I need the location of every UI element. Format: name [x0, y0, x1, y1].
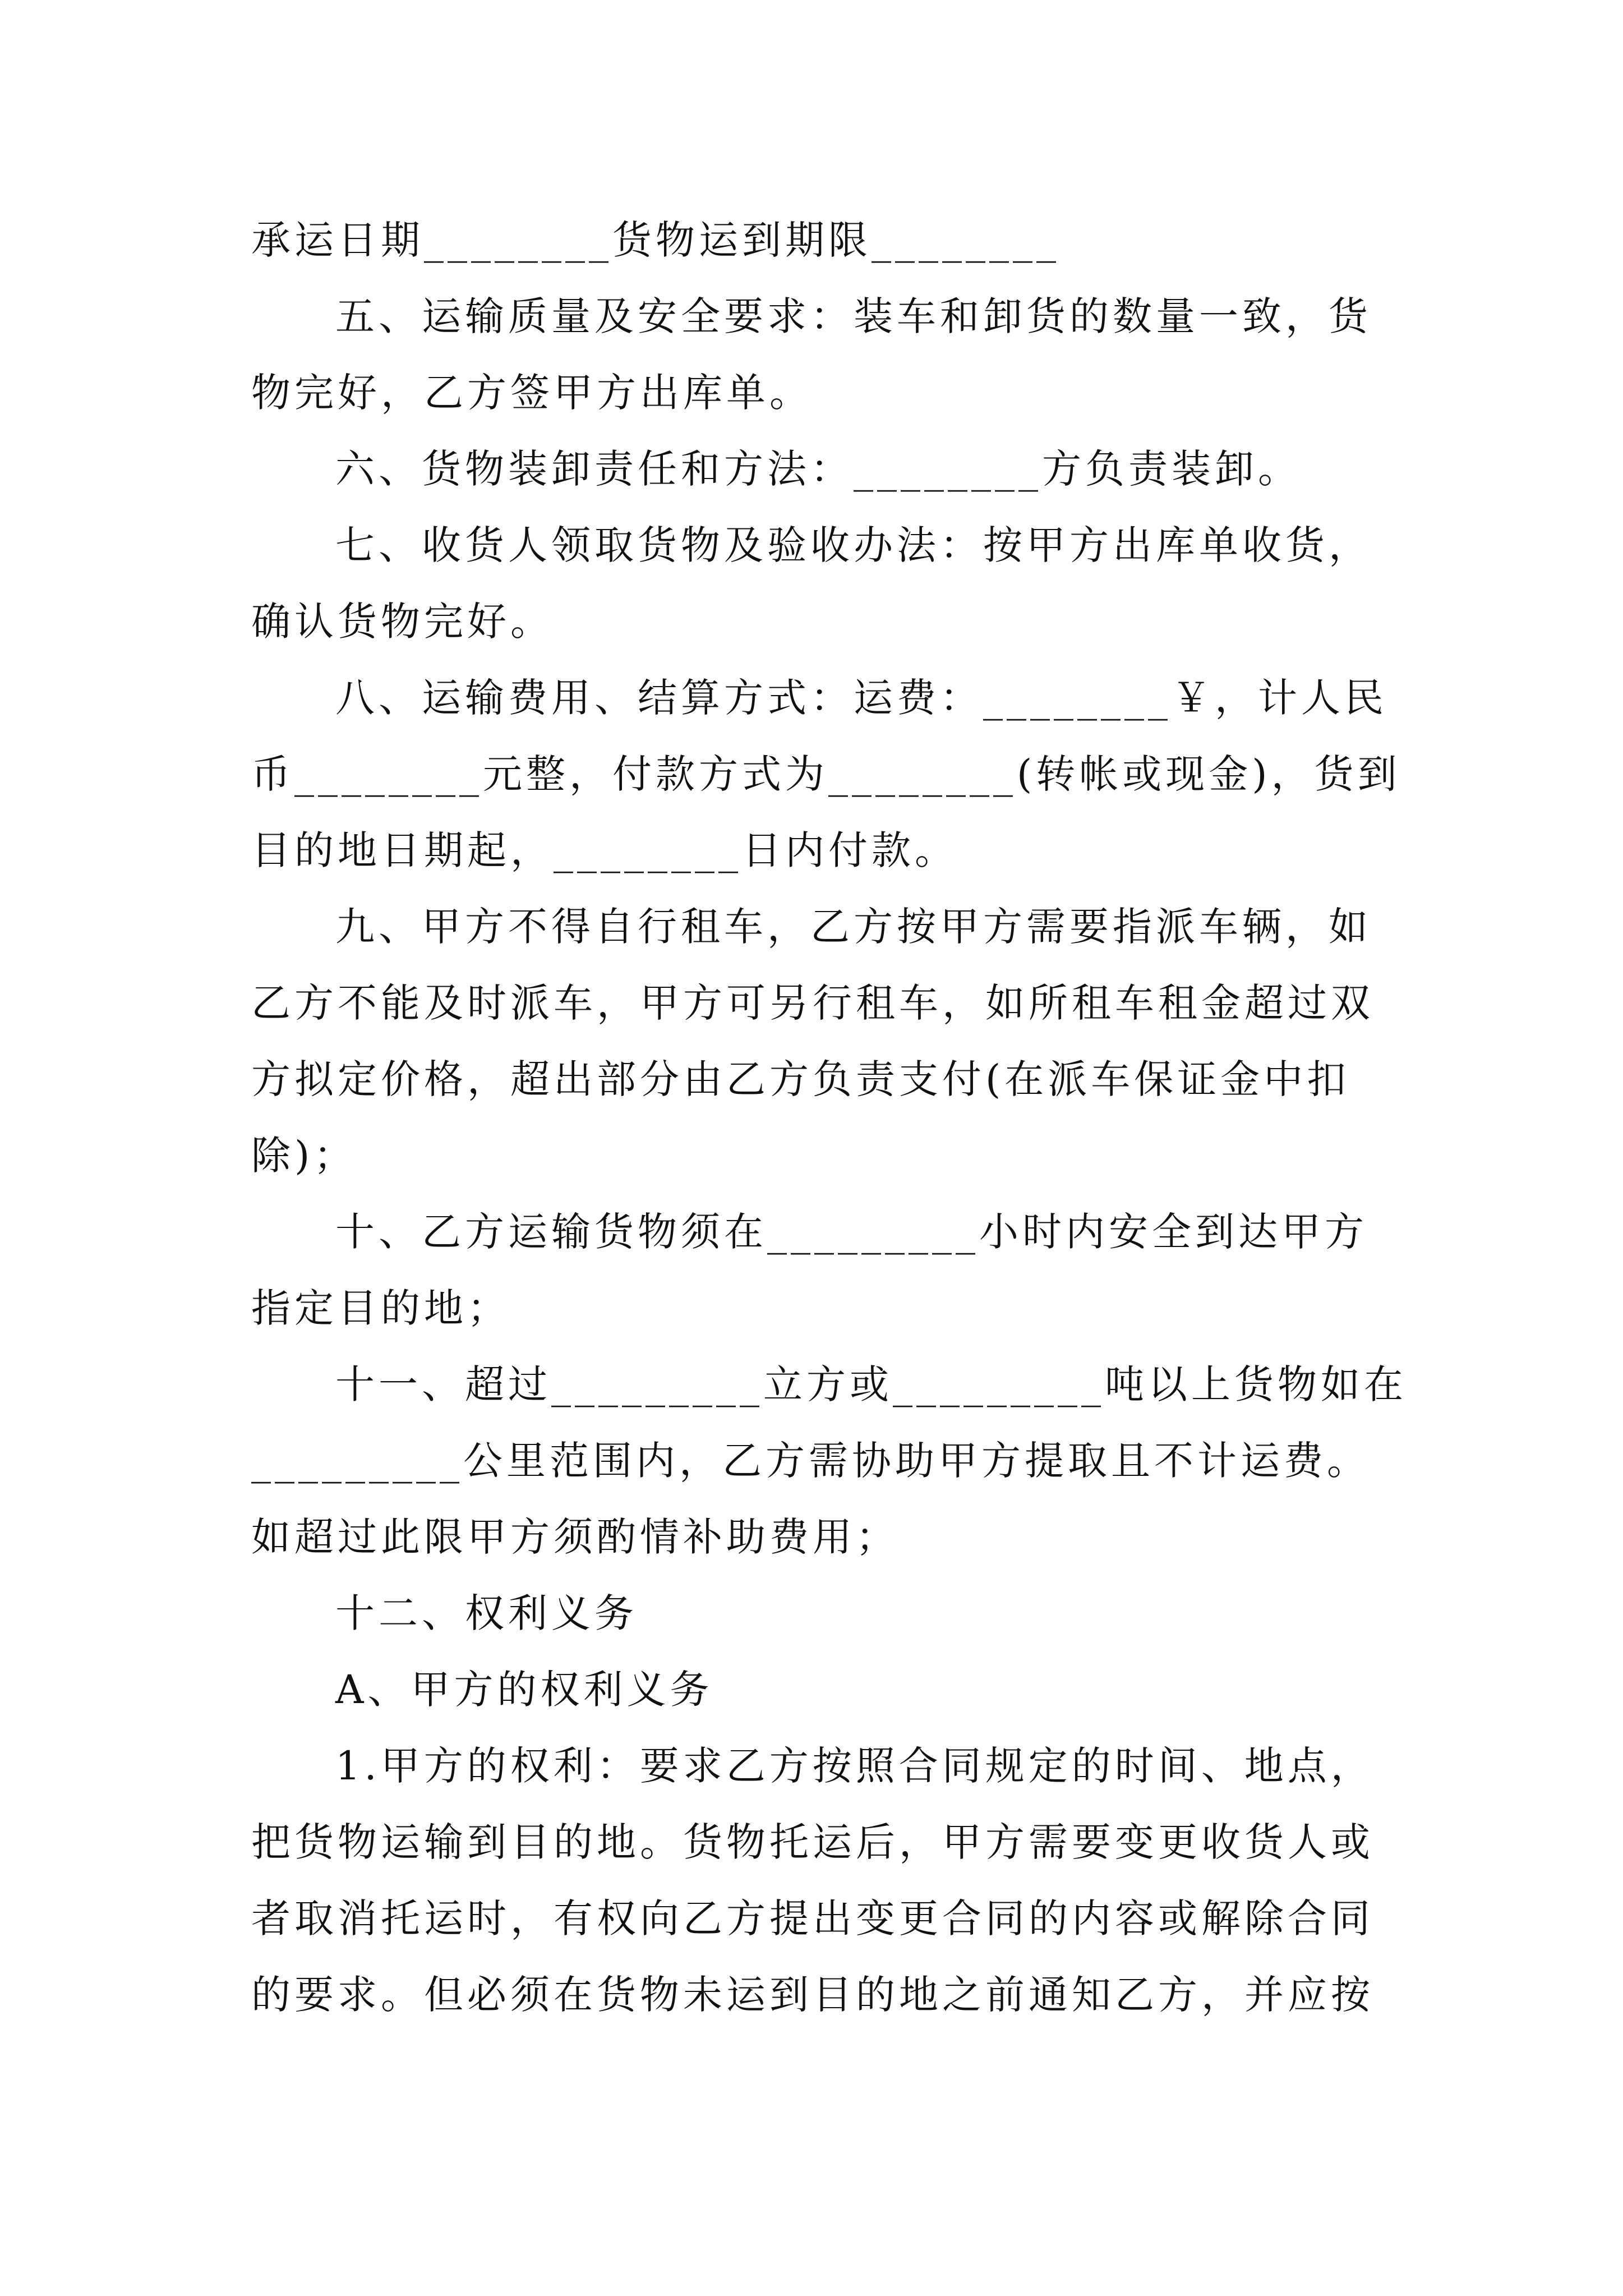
line-13: 除)； — [251, 1133, 357, 1179]
line-16: 十一、超过_________立方或_________吨以上货物如在 — [335, 1361, 1407, 1407]
line-3: 物完好，乙方签甲方出库单。 — [251, 370, 813, 416]
line-17: _________公里范围内，乙方需协助甲方提取且不计运费。 — [251, 1438, 1370, 1484]
line-12: 方拟定价格，超出部分由乙方负责支付(在派车保证金中扣 — [251, 1056, 1350, 1102]
line-20: A、甲方的权利义务 — [335, 1667, 713, 1713]
line-2: 五、运输质量及安全要求：装车和卸货的数量一致，货 — [335, 293, 1372, 339]
line-7: 八、运输费用、结算方式：运费：________￥，计人民 — [335, 675, 1387, 721]
line-6: 确认货物完好。 — [251, 599, 554, 645]
line-18: 如超过此限甲方须酌情补助费用； — [251, 1514, 899, 1560]
line-8: 币________元整，付款方式为________(转帐或现金)，货到 — [251, 751, 1401, 797]
line-23: 者取消托运时，有权向乙方提出变更合同的内容或解除合同 — [251, 1895, 1374, 1941]
line-15: 指定目的地； — [251, 1285, 510, 1331]
document-page — [251, 202, 1407, 2033]
line-14: 十、乙方运输货物须在_________小时内安全到达甲方 — [335, 1209, 1368, 1255]
line-1: 承运日期________货物运到期限________ — [251, 217, 1060, 263]
line-4: 六、货物装卸责任和方法：________方负责装卸。 — [335, 446, 1301, 492]
line-22: 把货物运输到目的地。货物托运后，甲方需要变更收货人或 — [251, 1819, 1374, 1865]
line-11: 乙方不能及时派车，甲方可另行租车，如所租车租金超过双 — [251, 980, 1374, 1026]
line-5: 七、收货人领取货物及验收办法：按甲方出库单收货， — [335, 522, 1372, 568]
line-24: 的要求。但必须在货物未运到目的地之前通知乙方，并应按 — [251, 1972, 1374, 2018]
line-9: 目的地日期起，________日内付款。 — [251, 827, 958, 873]
line-21: 1.甲方的权利：要求乙方按照合同规定的时间、地点， — [335, 1743, 1374, 1789]
line-19: 十二、权利义务 — [335, 1590, 638, 1636]
line-10: 九、甲方不得自行租车，乙方按甲方需要指派车辆，如 — [335, 904, 1372, 950]
